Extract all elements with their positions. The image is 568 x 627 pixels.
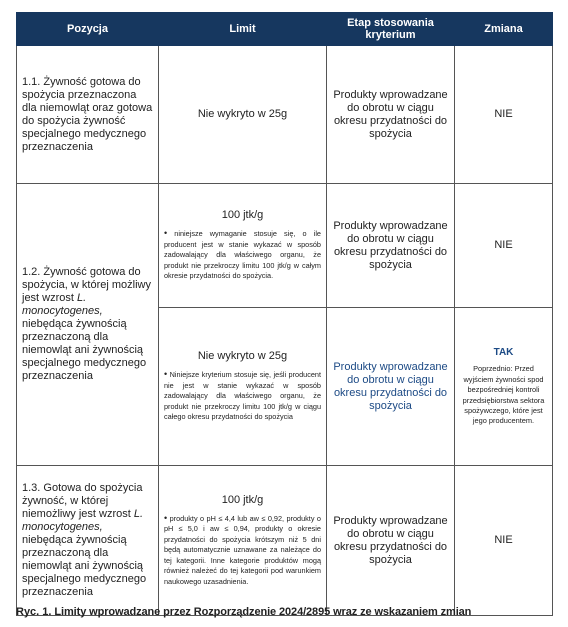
limit-cell	[159, 466, 327, 616]
limit-cell	[159, 46, 327, 184]
caption-text: Limity wprowadzane przez Rozporządzenie 2024/2895 wraz ze wskazaniem zmian	[51, 606, 472, 618]
etap-cell: Produkty wprowadzane do obrotu w ciągu okresu przydatności do spożycia	[327, 466, 455, 616]
zmiana-cell: NIE	[455, 184, 553, 308]
table-row	[17, 46, 553, 184]
zmiana-flag: TAK	[493, 347, 514, 359]
header-etap-line1: Etap stosowania	[347, 17, 434, 29]
pozycja-text-cont: niebędąca żywnością przeznaczoną dla niemowląt ani żywnością specjalnego medycznego przeznaczenia	[22, 318, 147, 382]
pozycja-text-cont: niebędąca żywnością przeznaczoną dla niemowląt ani żywnością specjalnego medycznego przeznaczenia	[22, 534, 147, 598]
limits-table	[16, 12, 553, 616]
pozycja-text: 1.2. Żywność gotowa do spożycia, w której możliwy jest wzrost	[22, 266, 151, 304]
caption-lead: Ryc. 1.	[16, 606, 52, 618]
bullet-icon: •	[164, 228, 168, 239]
pozycja-organism: L. monocytogenes,	[22, 292, 103, 317]
zmiana-note: Poprzednio: Przed wyjściem żywności spod bezpośredniej kontroli przedsiębiorstwa sektora spożywczego, które jest jego producentem.	[462, 364, 545, 426]
table-row	[17, 184, 553, 308]
limit-cell	[159, 308, 327, 466]
header-etap	[327, 13, 455, 46]
pozycja-cell	[17, 184, 159, 466]
header-etap-line2: kryterium	[365, 29, 416, 41]
pozycja-organism: L. monocytogenes,	[22, 508, 144, 533]
limit-main: Nie wykryto w 25g	[197, 108, 288, 120]
figure-caption	[16, 606, 471, 618]
pozycja-cell: 1.1. Żywność gotowa do spożycia przeznaczona dla niemowląt oraz gotowa do spożycia żywność specjalnego medycznego przeznaczenia	[17, 46, 159, 184]
zmiana-cell: NIE	[455, 466, 553, 616]
header-pozycja: Pozycja	[17, 13, 159, 46]
zmiana-cell: NIE	[455, 46, 553, 184]
limit-note: • Niniejsze kryterium stosuje się, jeśli producent nie jest w stanie wykazać w sposób zadowalający dla właściwego organu, że produkt nie przekroczy limitu 100 jtk/g w ciągu całego okresu przydatności do spożycia	[164, 369, 322, 422]
etap-cell-changed: Produkty wprowadzane do obrotu w ciągu okresu przydatności do spożycia	[327, 308, 455, 466]
etap-cell: Produkty wprowadzane do obrotu w ciągu okresu przydatności do spożycia	[327, 46, 455, 184]
pozycja-text: 1.3. Gotowa do spożycia żywność, w której niemożliwy jest wzrost	[22, 482, 143, 520]
bullet-icon: •	[164, 369, 168, 380]
table-row	[17, 466, 553, 616]
etap-cell: Produkty wprowadzane do obrotu w ciągu okresu przydatności do spożycia	[327, 184, 455, 308]
limit-note: • produkty o pH ≤ 4,4 lub aw ≤ 0,92, produkty o pH ≤ 5,0 i aw ≤ 0,94, produkty o okresie przydatności do spożycia krótszym niż 5 dni będą automatycznie uznawane za należące do tej kategorii. Inne kategorie produktów mogą również należeć do tej kategorii pod warunkiem naukowego uzasadnienia.	[164, 513, 321, 586]
header-zmiana: Zmiana	[455, 13, 553, 46]
limit-main: Nie wykryto w 25g	[197, 350, 288, 363]
limit-main: 100 jtk/g	[221, 209, 264, 222]
header-limit: Limit	[159, 13, 327, 46]
pozycja-cell	[17, 466, 159, 616]
limit-note: • niniejsze wymaganie stosuje się, o ile producent jest w stanie wykazać w sposób zadowalający dla właściwego organu, że produkt nie przekroczy limitu 100 jtk/g w całym okresie przydatności do spożycia.	[164, 228, 321, 281]
limit-cell	[159, 184, 327, 308]
zmiana-cell-changed	[455, 308, 553, 466]
table-header-row	[17, 13, 553, 46]
limit-main: 100 jtk/g	[221, 494, 264, 507]
bullet-icon: •	[164, 513, 168, 524]
